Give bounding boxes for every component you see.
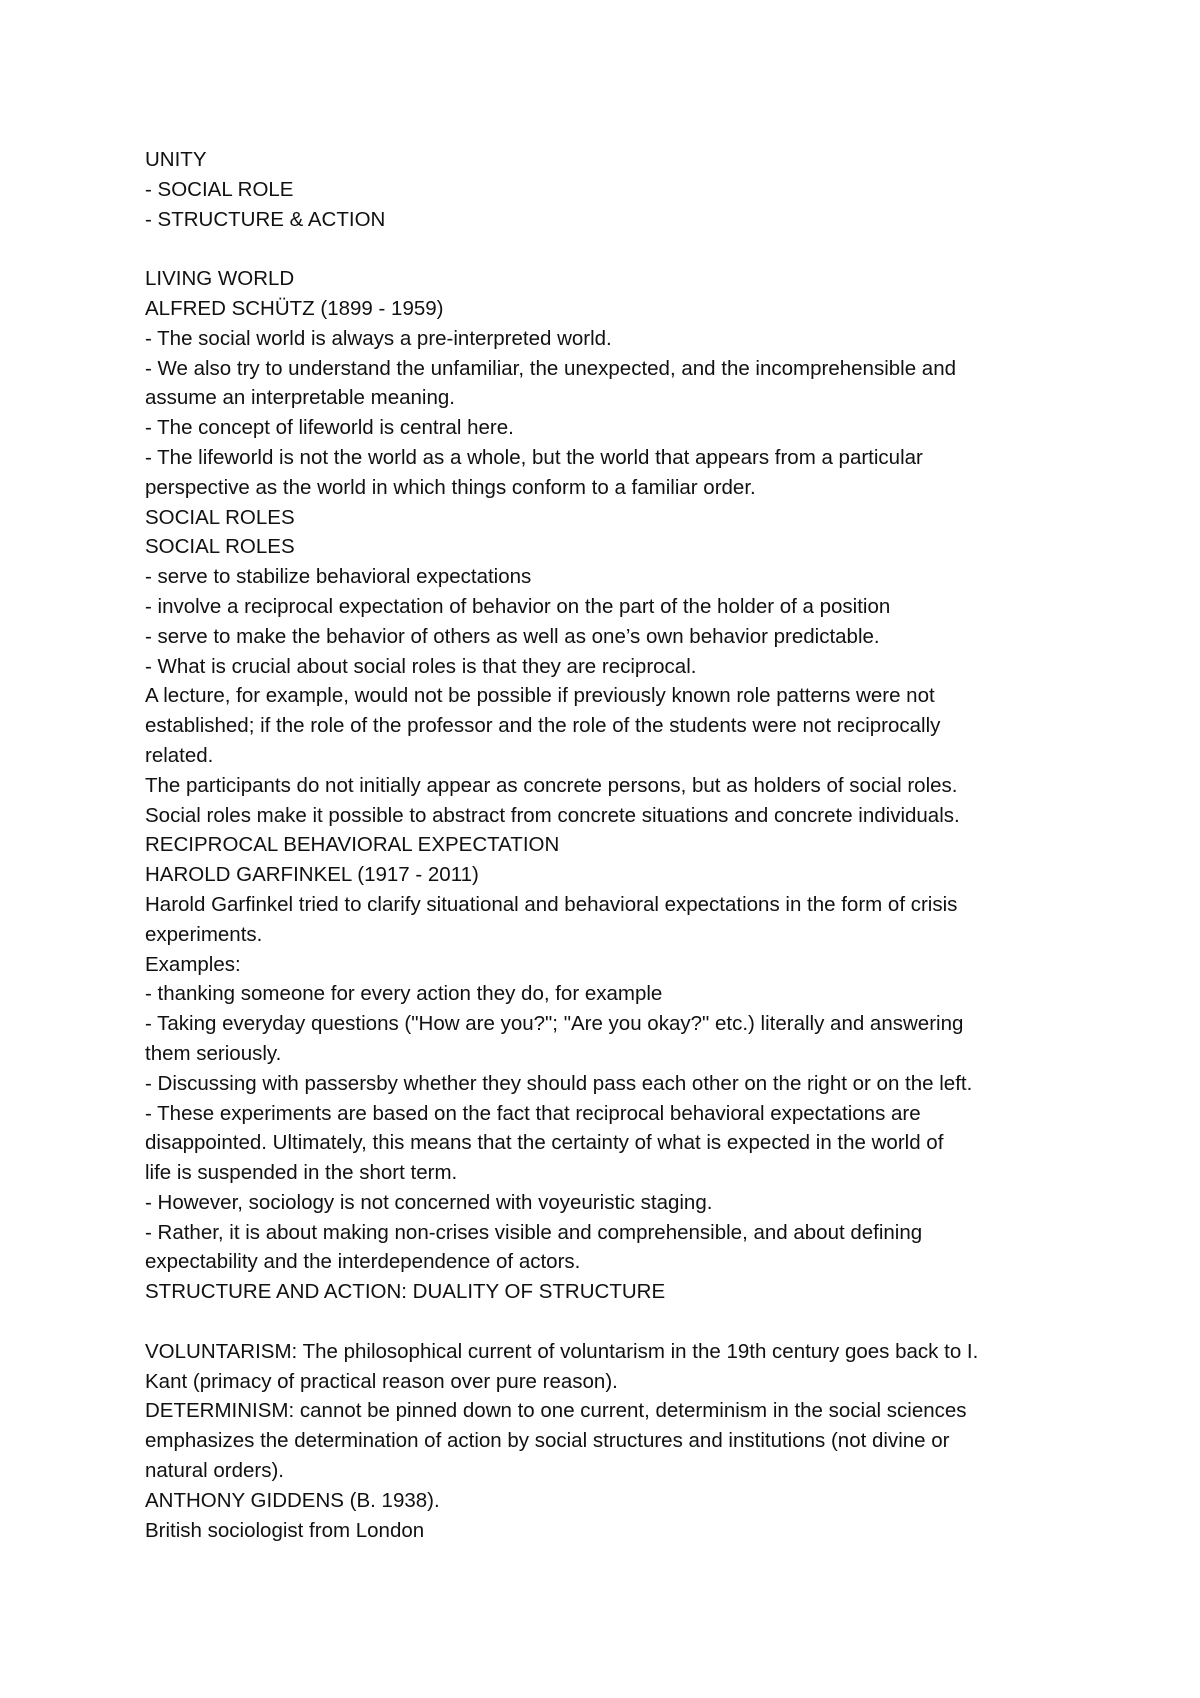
text-line: British sociologist from London	[145, 1518, 425, 1542]
text-line: Examples:	[145, 952, 241, 976]
document-body	[145, 145, 1075, 1545]
text-line: - The lifeworld is not the world as a whole, but the world that appears from a particular	[145, 445, 923, 469]
text-line: - involve a reciprocal expectation of behavior on the part of the holder of a position	[145, 594, 891, 618]
text-line: emphasizes the determination of action by social structures and institutions (not divine or	[145, 1429, 950, 1453]
text-line: assume an interpretable meaning.	[145, 386, 455, 410]
text-line: - Discussing with passersby whether they should pass each other on the right or on the left.	[145, 1071, 973, 1095]
text-line: HAROLD GARFINKEL (1917 - 2011)	[145, 863, 479, 887]
text-line: SOCIAL ROLES	[145, 505, 295, 529]
text-line: - thanking someone for every action they do, for example	[145, 982, 663, 1006]
text-line: related.	[145, 743, 214, 767]
text-line: STRUCTURE AND ACTION: DUALITY OF STRUCTURE	[145, 1280, 666, 1304]
text-line: Social roles make it possible to abstract from concrete situations and concrete individuals.	[145, 803, 960, 827]
text-line: life is suspended in the short term.	[145, 1161, 458, 1185]
text-line: - Taking everyday questions ("How are you?"; "Are you okay?" etc.) literally and answering	[145, 1012, 964, 1036]
text-line: RECIPROCAL BEHAVIORAL EXPECTATION	[145, 833, 560, 857]
text-line: The participants do not initially appear as concrete persons, but as holders of social roles.	[145, 773, 958, 797]
text-line: - The social world is always a pre-interpreted world.	[145, 326, 612, 350]
text-line: Kant (primacy of practical reason over pure reason).	[145, 1369, 618, 1393]
text-line: - SOCIAL ROLE	[145, 177, 294, 201]
text-line: - These experiments are based on the fact that reciprocal behavioral expectations are	[145, 1101, 921, 1125]
text-line: VOLUNTARISM: The philosophical current of voluntarism in the 19th century goes back to I.	[145, 1339, 979, 1363]
text-line: UNITY	[145, 148, 207, 171]
text-line: - The concept of lifeworld is central here.	[145, 416, 514, 440]
text-line: DETERMINISM: cannot be pinned down to one current, determinism in the social sciences	[145, 1399, 967, 1423]
text-line: - However, sociology is not concerned with voyeuristic staging.	[145, 1190, 713, 1214]
blank-line	[145, 1307, 1075, 1337]
text-line: - serve to stabilize behavioral expectations	[145, 565, 532, 589]
text-line: perspective as the world in which things conform to a familiar order.	[145, 475, 756, 499]
text-line: - STRUCTURE & ACTION	[145, 207, 386, 231]
text-line: SOCIAL ROLES	[145, 535, 295, 559]
text-line: experiments.	[145, 922, 263, 946]
text-line: disappointed. Ultimately, this means that the certainty of what is expected in the world of	[145, 1131, 944, 1155]
text-line: Harold Garfinkel tried to clarify situational and behavioral expectations in the form of crisis	[145, 892, 958, 916]
text-line: - What is crucial about social roles is that they are reciprocal.	[145, 654, 697, 678]
text-line: ALFRED SCHÜTZ (1899 - 1959)	[145, 296, 444, 320]
blank-line	[145, 234, 1075, 264]
text-line: - Rather, it is about making non-crises visible and comprehensible, and about defining	[145, 1220, 923, 1244]
text-line: ANTHONY GIDDENS (B. 1938).	[145, 1488, 440, 1512]
text-line: them seriously.	[145, 1041, 282, 1065]
text-line: expectability and the interdependence of actors.	[145, 1250, 581, 1274]
text-line: - We also try to understand the unfamiliar, the unexpected, and the incomprehensible and	[145, 356, 957, 380]
text-line: A lecture, for example, would not be possible if previously known role patterns were not	[145, 684, 935, 708]
text-line: established; if the role of the professor and the role of the students were not reciprocally	[145, 714, 941, 738]
text-line: LIVING WORLD	[145, 267, 295, 291]
text-line: natural orders).	[145, 1459, 285, 1483]
text-line: - serve to make the behavior of others as well as one’s own behavior predictable.	[145, 624, 880, 648]
